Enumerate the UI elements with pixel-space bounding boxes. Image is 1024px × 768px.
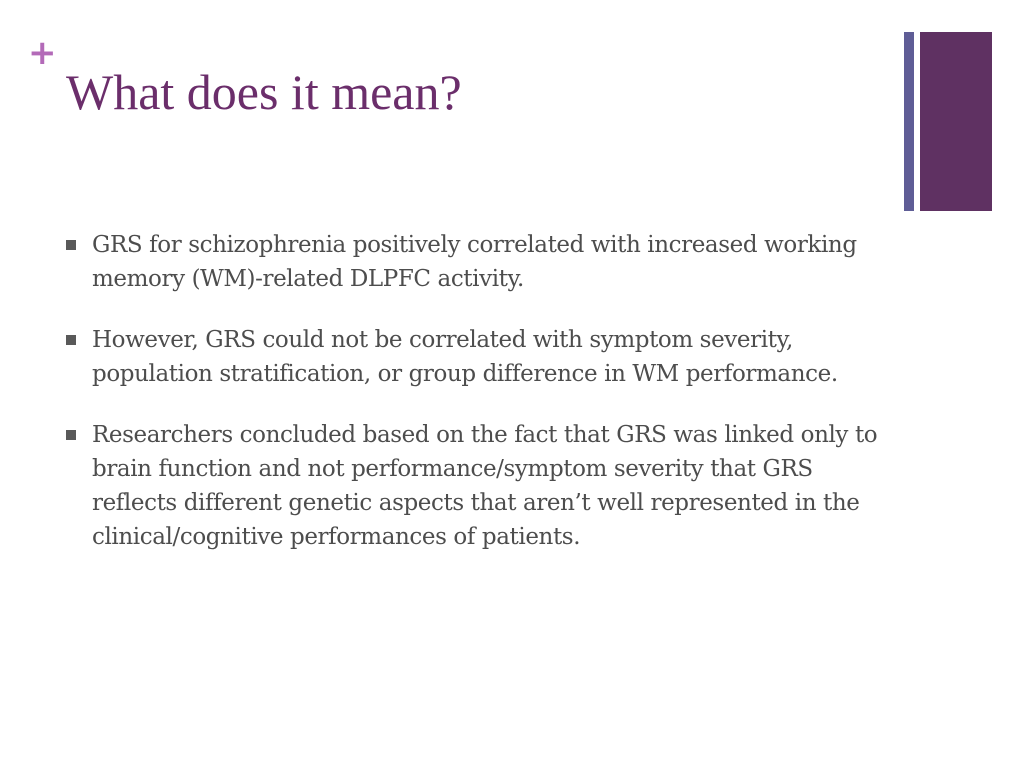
plus-icon: +: [28, 33, 57, 73]
slide-title: What does it mean?: [66, 64, 462, 120]
accent-bar-thin: [904, 32, 914, 211]
square-bullet-icon: [66, 430, 76, 440]
bullet-list: [66, 228, 896, 581]
accent-bar-thick: [920, 32, 992, 211]
square-bullet-icon: [66, 240, 76, 250]
bullet-item: [66, 418, 896, 554]
bullet-item: [66, 228, 896, 296]
bullet-text: However, GRS could not be correlated with symptom severity, population stratification, or group difference in WM performance.: [92, 327, 838, 387]
square-bullet-icon: [66, 335, 76, 345]
bullet-item: [66, 323, 896, 391]
bullet-text: Researchers concluded based on the fact that GRS was linked only to brain function and not performance/symptom severity that GRS reflects different genetic aspects that aren’t well represented in the clinical/cognitive performances of patients.: [92, 422, 878, 550]
bullet-text: GRS for schizophrenia positively correlated with increased working memory (WM)-related DLPFC activity.: [92, 232, 857, 292]
